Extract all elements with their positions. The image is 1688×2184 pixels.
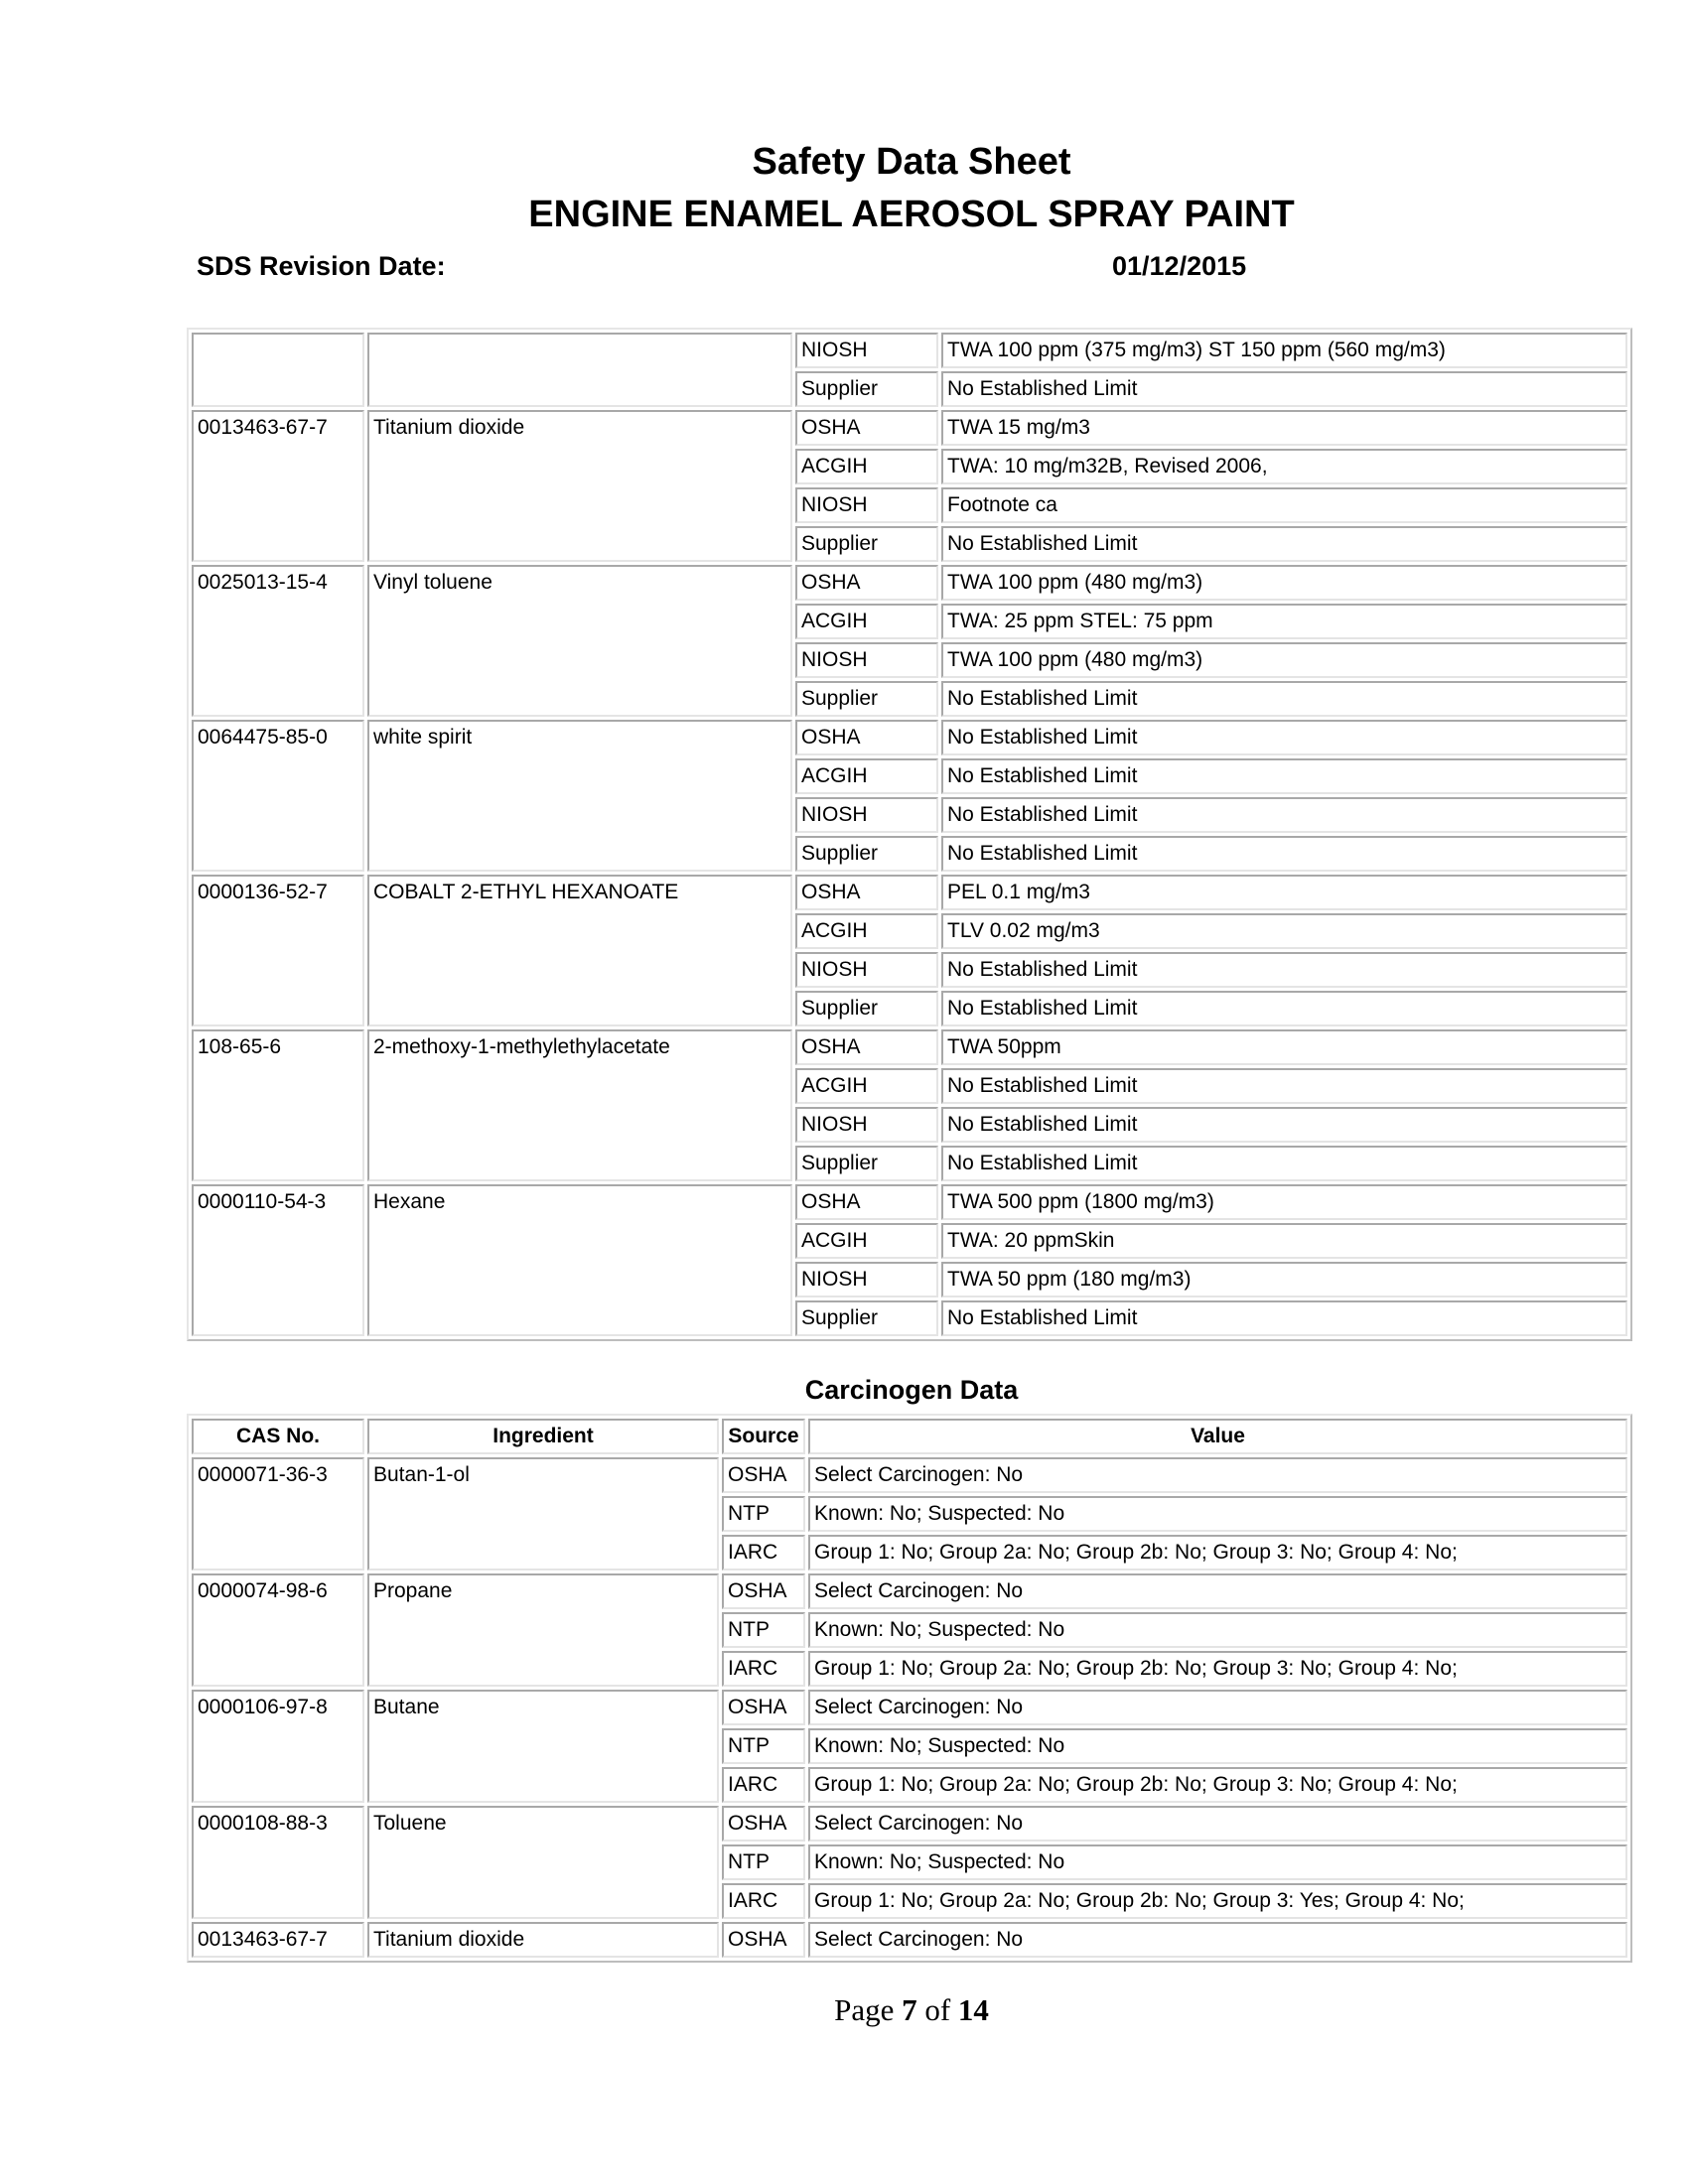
carcinogen-source: NTP xyxy=(722,1728,805,1764)
carcinogen-value: Select Carcinogen: No xyxy=(808,1806,1627,1842)
exposure-source: NIOSH xyxy=(795,642,938,678)
exposure-value: TWA 50ppm xyxy=(941,1029,1627,1065)
carcinogen-ingredient: Toluene xyxy=(367,1806,719,1919)
exposure-value: TWA 100 ppm (375 mg/m3) ST 150 ppm (560 mg/m3) xyxy=(941,333,1627,368)
exposure-value: No Established Limit xyxy=(941,371,1627,407)
exposure-ingredient-continued xyxy=(367,333,792,407)
exposure-value: PEL 0.1 mg/m3 xyxy=(941,875,1627,910)
exposure-value: TWA 100 ppm (480 mg/m3) xyxy=(941,642,1627,678)
exposure-row xyxy=(192,1184,1627,1220)
exposure-row xyxy=(192,410,1627,446)
header-ingredient: Ingredient xyxy=(367,1419,719,1454)
exposure-source: OSHA xyxy=(795,875,938,910)
exposure-source: ACGIH xyxy=(795,758,938,794)
exposure-source: Supplier xyxy=(795,991,938,1026)
exposure-source: Supplier xyxy=(795,526,938,562)
exposure-value: TWA: 20 ppmSkin xyxy=(941,1223,1627,1259)
exposure-source: NIOSH xyxy=(795,487,938,523)
exposure-value: No Established Limit xyxy=(941,836,1627,872)
carcinogen-row xyxy=(192,1573,1627,1609)
carcinogen-row xyxy=(192,1806,1627,1842)
exposure-value: No Established Limit xyxy=(941,1107,1627,1143)
carcinogen-source: OSHA xyxy=(722,1457,805,1493)
carcinogen-source: OSHA xyxy=(722,1690,805,1725)
exposure-cas: 0064475-85-0 xyxy=(192,720,364,872)
carcinogen-table xyxy=(187,1414,1632,1963)
carcinogen-value: Known: No; Suspected: No xyxy=(808,1844,1627,1880)
carcinogen-source: IARC xyxy=(722,1883,805,1919)
exposure-value: No Established Limit xyxy=(941,758,1627,794)
carcinogen-cas: 0013463-67-7 xyxy=(192,1922,364,1958)
exposure-value: TWA 15 mg/m3 xyxy=(941,410,1627,446)
carcinogen-ingredient: Butan-1-ol xyxy=(367,1457,719,1570)
carcinogen-value: Known: No; Suspected: No xyxy=(808,1612,1627,1648)
document-title: Safety Data Sheet xyxy=(752,141,1071,183)
carcinogen-section-title: Carcinogen Data xyxy=(804,1375,1019,1405)
revision-date-value: 01/12/2015 xyxy=(1112,251,1247,281)
exposure-value: Footnote ca xyxy=(941,487,1627,523)
carcinogen-source: IARC xyxy=(722,1535,805,1570)
exposure-source: OSHA xyxy=(795,410,938,446)
carcinogen-body xyxy=(192,1457,1627,1958)
exposure-value: TLV 0.02 mg/m3 xyxy=(941,913,1627,949)
carcinogen-row xyxy=(192,1690,1627,1725)
exposure-limits-table xyxy=(187,328,1632,1341)
exposure-row xyxy=(192,720,1627,755)
page-number xyxy=(0,1992,1688,2028)
exposure-cas: 0025013-15-4 xyxy=(192,565,364,717)
exposure-ingredient: white spirit xyxy=(367,720,792,872)
exposure-value: No Established Limit xyxy=(941,952,1627,988)
exposure-source: ACGIH xyxy=(795,604,938,639)
page-prefix: Page xyxy=(834,1992,903,2027)
carcinogen-source: IARC xyxy=(722,1651,805,1687)
exposure-row xyxy=(192,565,1627,601)
carcinogen-value: Select Carcinogen: No xyxy=(808,1573,1627,1609)
carcinogen-value: Known: No; Suspected: No xyxy=(808,1728,1627,1764)
exposure-cas: 0000110-54-3 xyxy=(192,1184,364,1336)
exposure-source: Supplier xyxy=(795,371,938,407)
page-total: 14 xyxy=(957,1992,989,2027)
exposure-source: Supplier xyxy=(795,1146,938,1181)
exposure-value: No Established Limit xyxy=(941,681,1627,717)
carcinogen-source: OSHA xyxy=(722,1573,805,1609)
exposure-value: TWA 500 ppm (1800 mg/m3) xyxy=(941,1184,1627,1220)
exposure-source: Supplier xyxy=(795,681,938,717)
carcinogen-header-row xyxy=(192,1419,1627,1454)
exposure-source: ACGIH xyxy=(795,913,938,949)
carcinogen-value: Select Carcinogen: No xyxy=(808,1457,1627,1493)
revision-date-label: SDS Revision Date: xyxy=(197,251,446,281)
exposure-value: TWA 50 ppm (180 mg/m3) xyxy=(941,1262,1627,1297)
carcinogen-cas: 0000108-88-3 xyxy=(192,1806,364,1919)
exposure-source: NIOSH xyxy=(795,1107,938,1143)
exposure-ingredient: Vinyl toluene xyxy=(367,565,792,717)
carcinogen-cas: 0000106-97-8 xyxy=(192,1690,364,1803)
exposure-ingredient: Titanium dioxide xyxy=(367,410,792,562)
carcinogen-ingredient: Titanium dioxide xyxy=(367,1922,719,1958)
carcinogen-source: NTP xyxy=(722,1844,805,1880)
carcinogen-source: IARC xyxy=(722,1767,805,1803)
carcinogen-value: Group 1: No; Group 2a: No; Group 2b: No; Group 3: No; Group 4: No; xyxy=(808,1767,1627,1803)
carcinogen-ingredient: Propane xyxy=(367,1573,719,1687)
exposure-cas: 0000136-52-7 xyxy=(192,875,364,1026)
exposure-source: OSHA xyxy=(795,1184,938,1220)
exposure-value: No Established Limit xyxy=(941,797,1627,833)
exposure-value: TWA: 10 mg/m32B, Revised 2006, xyxy=(941,449,1627,484)
exposure-value: TWA: 25 ppm STEL: 75 ppm xyxy=(941,604,1627,639)
exposure-row xyxy=(192,333,1627,368)
exposure-value: No Established Limit xyxy=(941,720,1627,755)
exposure-ingredient: COBALT 2-ETHYL HEXANOATE xyxy=(367,875,792,1026)
exposure-source: OSHA xyxy=(795,720,938,755)
carcinogen-source: OSHA xyxy=(722,1806,805,1842)
exposure-source: NIOSH xyxy=(795,952,938,988)
carcinogen-value: Group 1: No; Group 2a: No; Group 2b: No; Group 3: No; Group 4: No; xyxy=(808,1651,1627,1687)
exposure-value: No Established Limit xyxy=(941,1068,1627,1104)
exposure-source: OSHA xyxy=(795,565,938,601)
exposure-row xyxy=(192,1029,1627,1065)
carcinogen-value: Select Carcinogen: No xyxy=(808,1690,1627,1725)
exposure-value: No Established Limit xyxy=(941,1300,1627,1336)
exposure-source: NIOSH xyxy=(795,797,938,833)
exposure-ingredient: Hexane xyxy=(367,1184,792,1336)
exposure-source: OSHA xyxy=(795,1029,938,1065)
exposure-source: Supplier xyxy=(795,1300,938,1336)
exposure-source: NIOSH xyxy=(795,333,938,368)
header-source: Source xyxy=(722,1419,805,1454)
page-of: of xyxy=(916,1992,958,2027)
carcinogen-value: Select Carcinogen: No xyxy=(808,1922,1627,1958)
header-value: Value xyxy=(808,1419,1627,1454)
exposure-value: No Established Limit xyxy=(941,991,1627,1026)
exposure-cas: 0013463-67-7 xyxy=(192,410,364,562)
carcinogen-cas: 0000074-98-6 xyxy=(192,1573,364,1687)
carcinogen-value: Group 1: No; Group 2a: No; Group 2b: No; Group 3: No; Group 4: No; xyxy=(808,1535,1627,1570)
page-current: 7 xyxy=(902,1992,917,2027)
carcinogen-value: Known: No; Suspected: No xyxy=(808,1496,1627,1532)
carcinogen-ingredient: Butane xyxy=(367,1690,719,1803)
exposure-ingredient: 2-methoxy-1-methylethylacetate xyxy=(367,1029,792,1181)
carcinogen-source: NTP xyxy=(722,1612,805,1648)
exposure-source: ACGIH xyxy=(795,449,938,484)
exposure-value: No Established Limit xyxy=(941,526,1627,562)
carcinogen-source: OSHA xyxy=(722,1922,805,1958)
exposure-value: No Established Limit xyxy=(941,1146,1627,1181)
exposure-source: Supplier xyxy=(795,836,938,872)
exposure-row xyxy=(192,875,1627,910)
header-cas: CAS No. xyxy=(192,1419,364,1454)
exposure-source: ACGIH xyxy=(795,1223,938,1259)
product-name: ENGINE ENAMEL AEROSOL SPRAY PAINT xyxy=(528,194,1295,235)
exposure-source: NIOSH xyxy=(795,1262,938,1297)
carcinogen-value: Group 1: No; Group 2a: No; Group 2b: No; Group 3: Yes; Group 4: No; xyxy=(808,1883,1627,1919)
exposure-cas-continued xyxy=(192,333,364,407)
exposure-limits-body xyxy=(192,333,1627,1336)
exposure-value: TWA 100 ppm (480 mg/m3) xyxy=(941,565,1627,601)
carcinogen-source: NTP xyxy=(722,1496,805,1532)
carcinogen-cas: 0000071-36-3 xyxy=(192,1457,364,1570)
exposure-cas: 108-65-6 xyxy=(192,1029,364,1181)
carcinogen-row xyxy=(192,1457,1627,1493)
carcinogen-row xyxy=(192,1922,1627,1958)
exposure-source: ACGIH xyxy=(795,1068,938,1104)
